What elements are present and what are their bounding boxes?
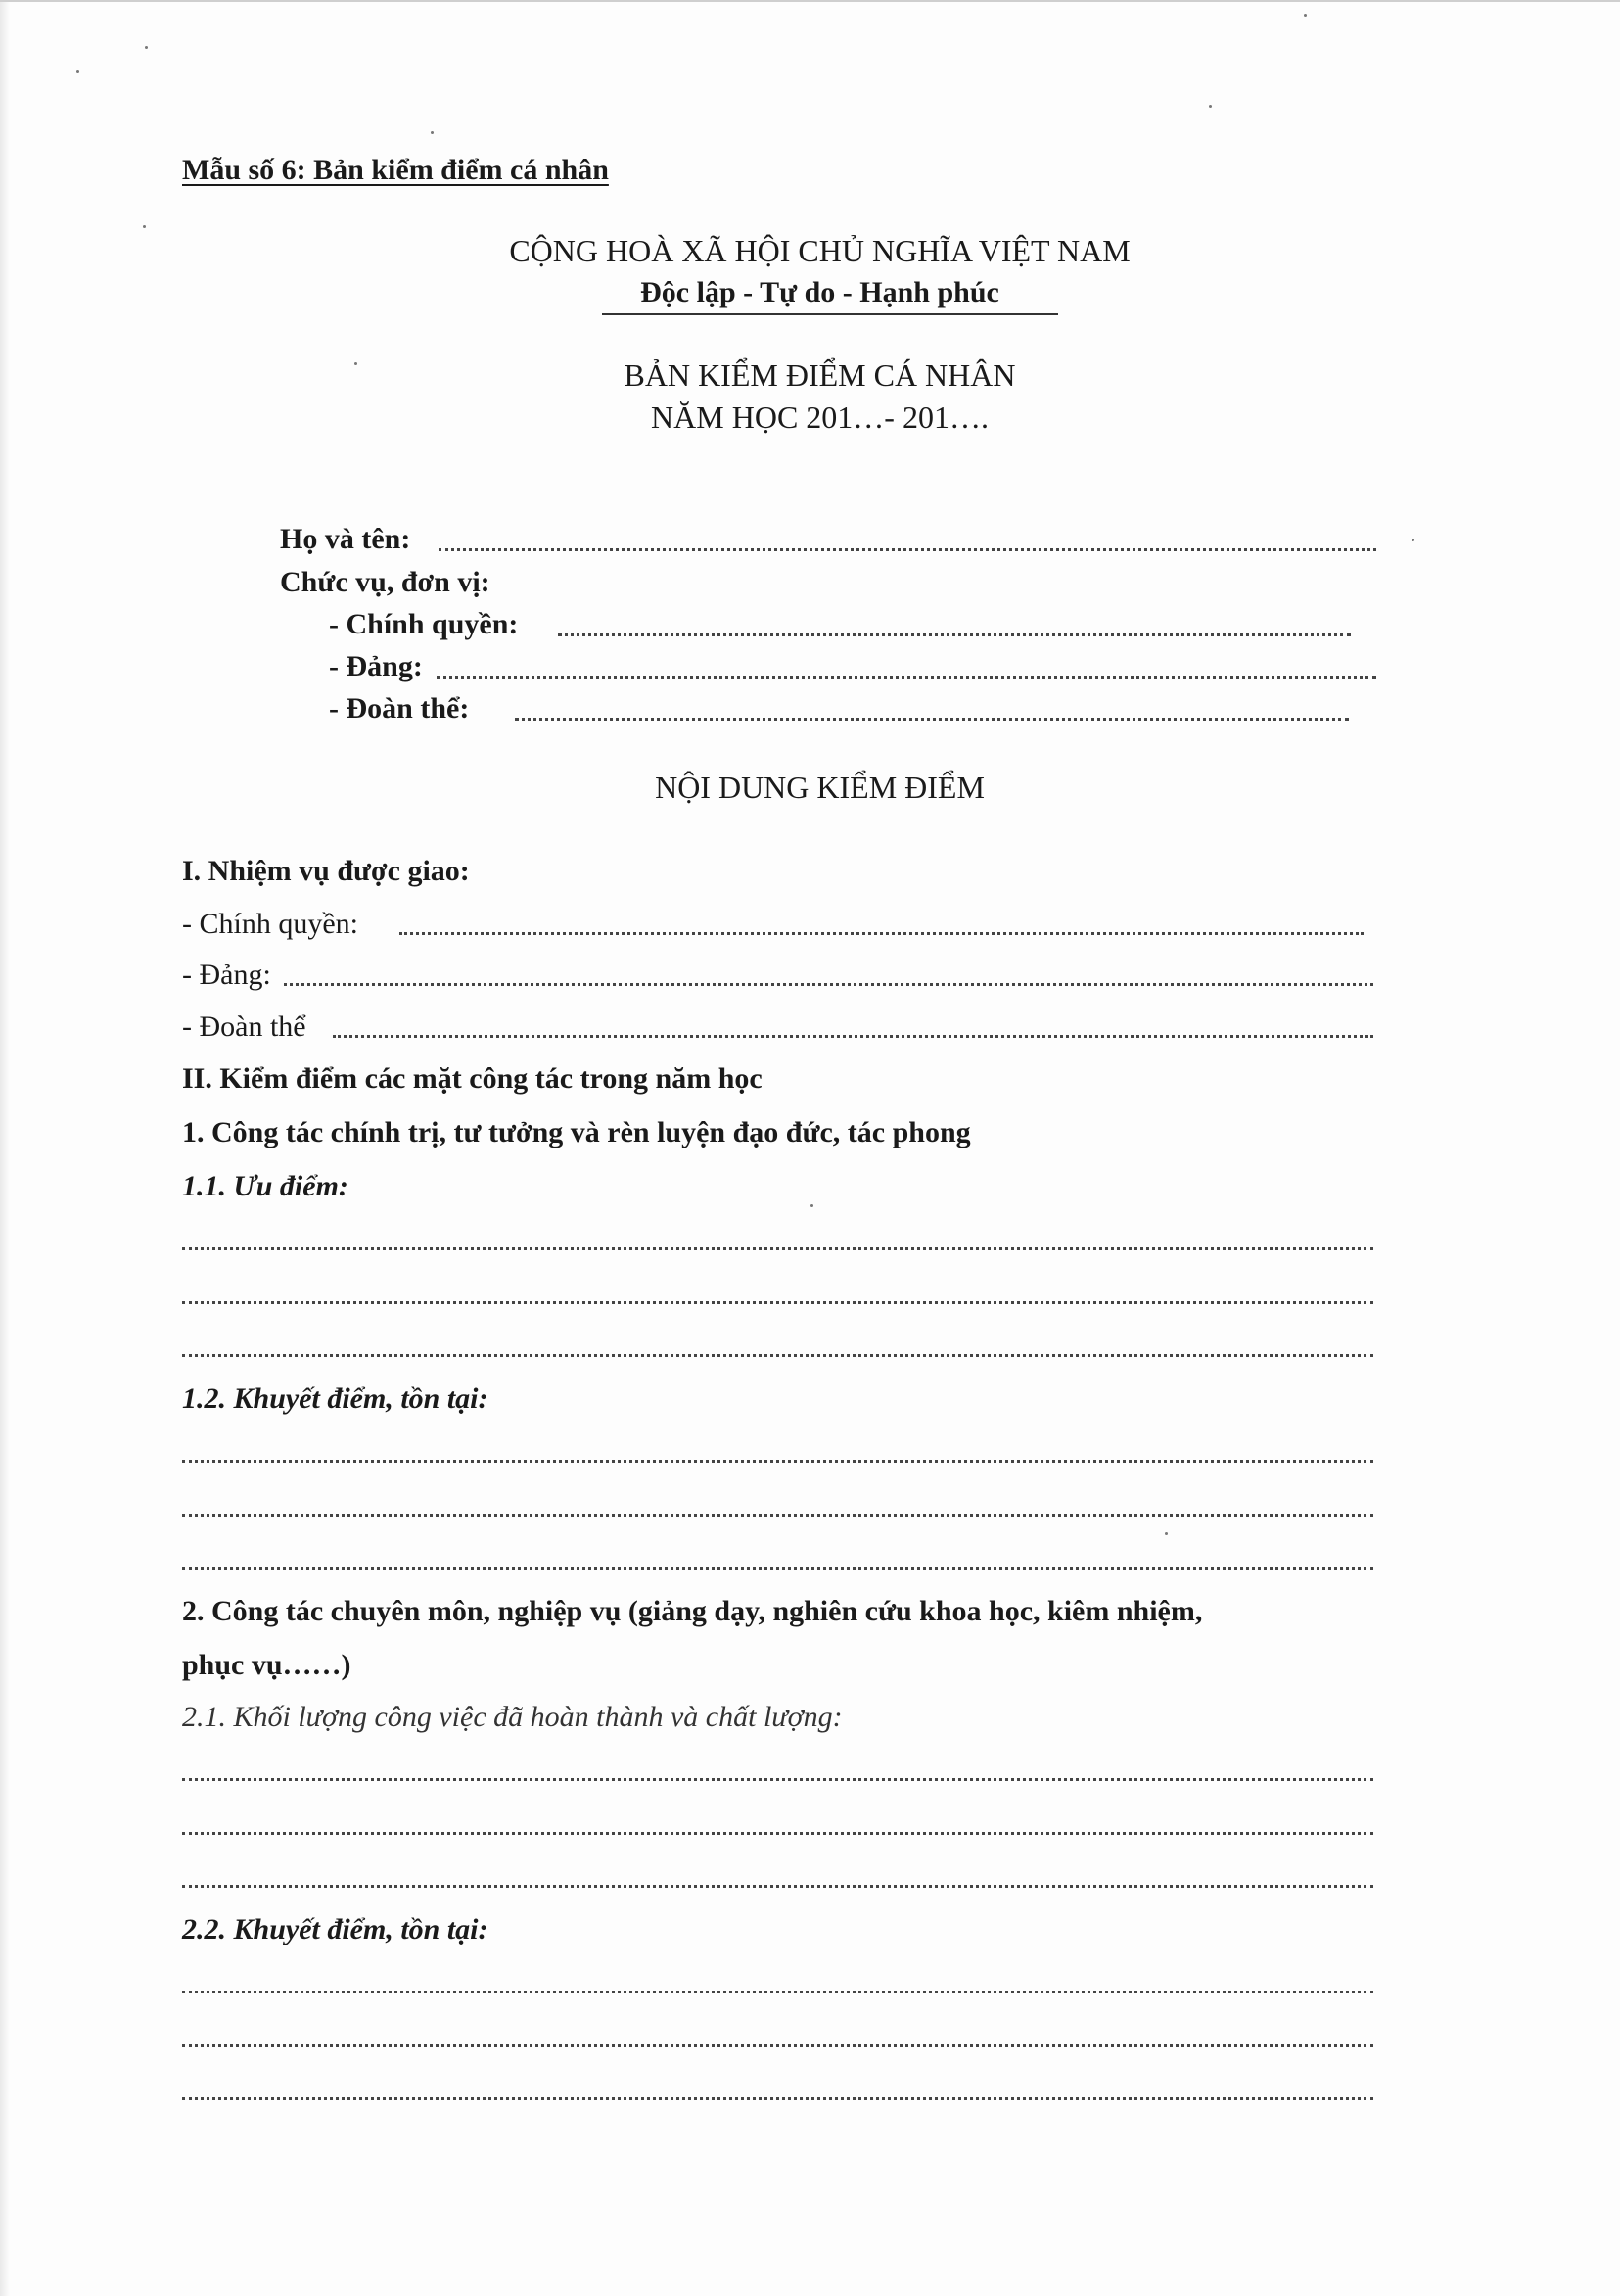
union-fill-line[interactable] [515,718,1349,721]
scan-speck [76,70,79,73]
section1-union-line[interactable] [333,1035,1373,1038]
workload-line-1[interactable] [182,1778,1373,1781]
scan-speck [145,46,148,49]
position-label: Chức vụ, đơn vị: [280,566,490,598]
scan-speck [1165,1532,1168,1535]
scan-speck [354,362,357,365]
section1-government: - Chính quyền: [182,908,358,940]
section2-item2-line1: 2. Công tác chuyên môn, nghiệp vụ (giảng dạy, nghiên cứu khoa học, kiêm nhiệm, [182,1595,1203,1627]
weaknesses2-line-3[interactable] [182,2097,1373,2100]
document-title: BẢN KIỂM ĐIỂM CÁ NHÂN [624,357,1016,393]
weaknesses1-line-2[interactable] [182,1514,1373,1517]
weaknesses2-line-1[interactable] [182,1991,1373,1993]
scan-speck [1304,14,1307,17]
section2-item2-line2: phục vụ……) [182,1649,351,1681]
section1-party: - Đảng: [182,959,271,991]
scan-speck [143,225,146,228]
strengths-line-3[interactable] [182,1354,1373,1357]
government-fill-line[interactable] [558,633,1351,636]
country-name: CỘNG HOÀ XÃ HỘI CHỦ NGHĨA VIỆT NAM [509,233,1131,268]
section2-item2-1: 2.1. Khối lượng công việc đã hoàn thành và chất lượng: [182,1701,843,1733]
scan-speck [810,1204,813,1207]
section1-union: - Đoàn thể [182,1010,306,1043]
section1-party-line[interactable] [284,983,1373,986]
workload-line-2[interactable] [182,1832,1373,1835]
weaknesses2-line-2[interactable] [182,2044,1373,2047]
section1-heading: I. Nhiệm vụ được giao: [182,855,470,887]
union-label: - Đoàn thể: [329,692,470,725]
section2-item1-1: 1.1. Ưu điểm: [182,1170,348,1202]
section2-heading: II. Kiểm điểm các mặt công tác trong năm học [182,1062,763,1095]
section2-item2-2: 2.2. Khuyết điểm, tồn tại: [182,1913,488,1945]
content-heading: NỘI DUNG KIỂM ĐIỂM [655,770,985,805]
party-label: - Đảng: [329,650,423,682]
government-label: - Chính quyền: [329,608,519,640]
section1-government-line[interactable] [399,932,1364,935]
party-fill-line[interactable] [437,676,1376,679]
name-label: Họ và tên: [280,523,411,555]
motto-underline [602,313,1058,315]
weaknesses1-line-3[interactable] [182,1567,1373,1570]
scan-speck [1209,105,1212,108]
strengths-line-2[interactable] [182,1301,1373,1304]
weaknesses1-line-1[interactable] [182,1460,1373,1463]
form-label: Mẫu số 6: Bản kiểm điểm cá nhân [182,154,609,186]
scan-speck [431,131,434,134]
workload-line-3[interactable] [182,1885,1373,1888]
section2-item1: 1. Công tác chính trị, tư tưởng và rèn luyện đạo đức, tác phong [182,1116,971,1148]
strengths-line-1[interactable] [182,1247,1373,1250]
national-motto: Độc lập - Tự do - Hạnh phúc [640,276,999,308]
scan-edge-shadow [0,2,10,2296]
name-fill-line[interactable] [439,548,1376,551]
school-year: NĂM HỌC 201…- 201…. [651,399,989,435]
section2-item1-2: 1.2. Khuyết điểm, tồn tại: [182,1382,488,1415]
scan-speck [1412,539,1414,541]
